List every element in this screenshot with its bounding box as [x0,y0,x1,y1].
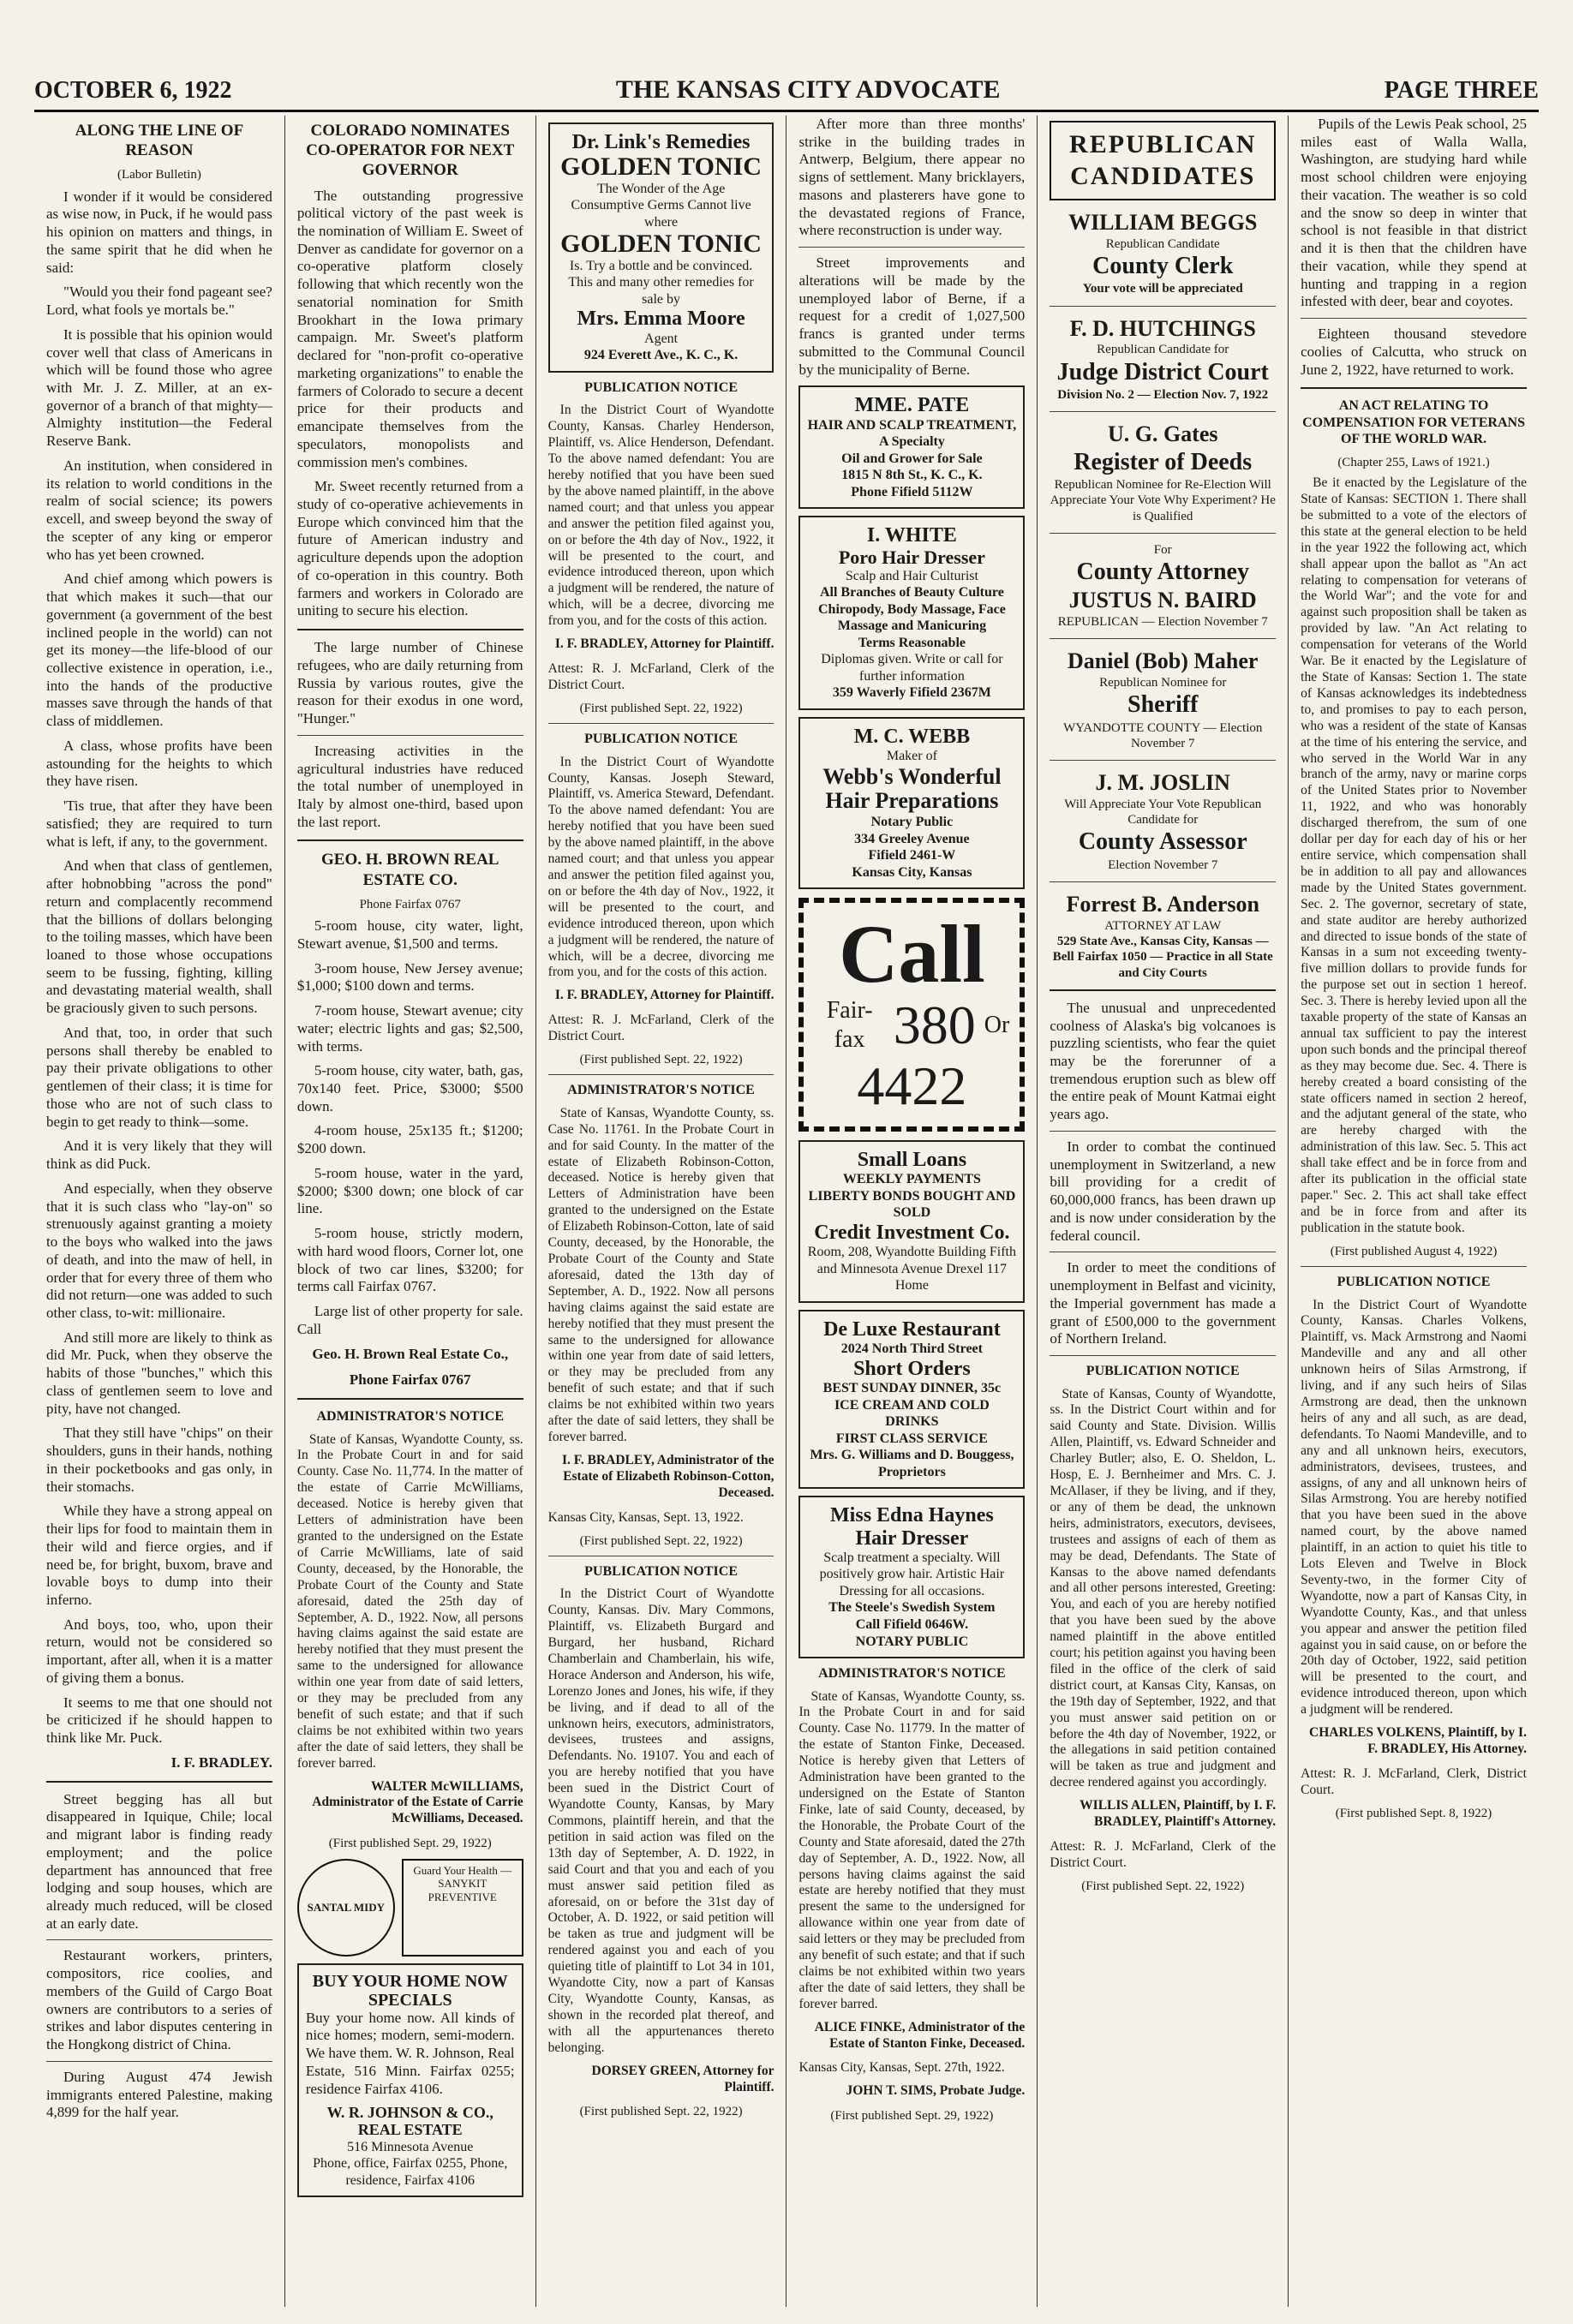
candidate-line: Republican Candidate for [1097,343,1229,357]
call-number-1: 380 [893,995,976,1056]
notice-attest: Attest: R. J. McFarland, Clerk, District Court. [1301,1765,1527,1797]
notice-text: State of Kansas, Wyandotte County, ss. In the Probate Court in and for said County. Case No. 11779. In the matter of the estate of Stanton Finke, Deceased. Notice is hereby given that Letters of Administration have been granted to the undersigned on the Estate of Stanton Finke, late of said County, deceased, by the Honorable, the Probate Court of the County and State aforesaid, dated the 27th day of September, A. D., 1922. Now, all persons having claims against the said estate are hereby notified that they must present the same to the undersigned for allowance within one year from date of said letters or they may be precluded from any benefit of such estate; and that if such claims be not exhibited within two years after the date of said letters, they shall be forever barred. [798,1688,1026,2011]
listing: Large list of other property for sale. Call [296,1303,523,1337]
notice-signature: ALICE FINKE, Administrator of the Estate of Stanton Finke, Deceased. [814,2019,1026,2051]
notice-published: (First published Sept. 22, 1922) [1081,1879,1245,1893]
news-brief: The large number of Chinese refugees, who are daily returning from Russia by various routes, give the reason for their exodus in one word, "Hunger." [296,639,523,727]
article-paragraph: And that, too, in order that such persons shall thereby be enabled to pay their private obligations to other gentlemen of their class; it is time for those who are not of such class to begin to get ready to think—some. [46,1024,272,1130]
listing: 3-room house, New Jersey avenue; $1,000; $100 down and terms. [296,959,523,995]
legal-notice [297,1408,523,1852]
divider [1301,387,1527,389]
act-chapter: (Chapter 255, Laws of 1921.) [1337,455,1490,469]
divider [297,629,523,630]
article-title: COLORADO NOMINATES CO-OPERATOR FOR NEXT GOVERNOR [306,122,515,180]
ad-phone: Phone, office, Fairfax 0255, Phone, residence, Fairfax 4106 [313,2156,508,2188]
notice-signature: I. F. BRADLEY, Attorney for Plaintiff. [554,636,775,652]
ad-firm: W. R. JOHNSON & CO., REAL ESTATE [326,2104,493,2139]
notice-text: In the District Court of Wyandotte County, Kansas. Charley Henderson, Plaintiff, vs. Alice Henderson, Defendant. To the above named defendant: You are hereby notified that you have been sued by the above named plaintiff, in the above named court; and that unless you appear and answer the petition filed against you, on or before the 4th day of Nov., 1922, it will be presented to the court, and evidence introduced thereon, upon which a judgment will be rendered, the nature of which, will be a decree, divorcing me from you, and for the costs of this action. [547,403,775,629]
news-brief: After more than three months' strike in the building trades in Antwerp, Belgium, there appear no signs of settlement. Many bricklayers, masons and plasterers have gone to the devastated regions of France, where reconstruction is under way. [798,116,1026,239]
realty-ad-footer: Geo. H. Brown Real Estate Co., [312,1345,509,1362]
notice-published: (First published Sept. 22, 1922) [579,1053,743,1067]
news-brief: In order to combat the continued unemployment in Switzerland, a new bill providing for a credit of 60,000,000 francs, has been drawn up and is now under consideration by the federal council. [1050,1138,1277,1244]
act-text: Be it enacted by the Legislature of the State of Kansas: SECTION 1. There shall be submitted to a vote of the electors of this state at the general election to be held in the year 1922 the following act, which shall appear upon the ballot as "An act relating to compensation for veterans of the World War"; and the vote for and against such proposition shall be taken as provided by law. "An Act relating to compensation for veterans of the World War. Be it enacted by the Legislature of the State of Kansas: Section 1. The state of Kansas acknowledges its indebtedness to, and promises to pay to each person, who was a resident of the state of Kansas at the time of his entering the service, and who served in the World War in any branch of the army, navy or marine corps of the United States prior to November 11, 1922, and who was honorably discharged therefrom, the sum of one dollar per day for each day of his or her entire service, which compensation shall be in addition to all pay and allowances made by the United States government. Sec. 2. The governor, secretary of state, and state auditor are hereby authorized and directed to issue bonds of the state of Kansas in a sum not exceeding twenty-five million dollars to provide funds for the purpose set out in section 1 hereof. Sec. 3. There is hereby levied upon all the taxable property of the state of Kansas an annual tax sufficient to pay the interest upon such bonds and the principal thereof as they may become due. Sec. 4. There is hereby created a board consisting of the state officers named in section 2 hereof, and the adjutant general of the state, who are hereby charged with the administration of this law. Sec. 5. This act shall take effect and be in force from and after its publication in the official state paper." Sec. 2. This act shall take effect and be in force from and after its publication in the statute book. [1301,475,1527,1235]
column-3 [536,116,787,2307]
divider [1050,1355,1276,1356]
candidate-line: Republican Nominee for [1099,676,1227,690]
notice-text: In the District Court of Wyandotte County, Kansas. Div. Mary Commons, Plaintiff, vs. Elizabeth Burgard and Burgard, her husband, Richard Chamberlain and Chamberlain, his wife, Horace Anderson and Anderson, his wife, Lorenzo Jones and Jones, his wife, if they be living, and if dead to all of the unknown heirs, executors, administrators, devisees, trustees and assigns, Defendants. No. 19107. You and each of you are hereby notified that you have been sued in the District Court of Wyandotte County, Kansas, by Mary Commons, plaintiff herein, and that the petition in said action was filed on the 13th day of September, A. D. 1922, in said Court and that you and each of you must answer said petition filed as aforesaid, on or before the 31st day of October, A. D. 1922, or said petition will be taken as true and judgment will be rendered against you and each of you quieting title of plaintiff to Lot 34 in 101, Wyandotte City, now a part of Kansas City, Wyandotte County, Kansas, as shown in the recorded plat thereof, and with all the appurtenances thereto belonging. [547,1586,775,2055]
ad-line: Poro Hair Dresser [838,546,985,568]
article-paragraph: And especially, when they observe that it is such class who "lay-on" so strenuously against granting a moiety to the boys who walked into the jaws of death, and into the maw of hell, in order that for every three of them who did not return—one was added to such other class, to-wit: millionaire. [46,1180,272,1321]
notice-text: In the District Court of Wyandotte County, Kansas. Joseph Steward, Plaintiff, vs. America Steward, Defendant. To the above named defendant: You are hereby notified that you have been sued by the above named plaintiff, in the above named court; and that unless you appear and answer the petition filed against you, on or before the 4th day of Nov., 1922, it will be presented to the court, and evidence introduced thereon, upon which a judgment will be rendered, the nature of which, will be a decree, divorcing me from you, and for the costs of this action. [547,754,775,980]
candidate-note: Republican Nominee for Re-Election Will Appreciate Your Vote Why Experiment? He is Qualified [1050,478,1276,523]
column-4 [786,116,1038,2307]
candidate-office: Judge District Court [1056,358,1269,385]
candidate-note: REPUBLICAN — Election November 7 [1057,615,1268,630]
act-published: (First published August 4, 1922) [1330,1244,1498,1258]
candidate-name: Daniel (Bob) Maher [1068,648,1259,674]
page-number: PAGE THREE [1384,77,1539,104]
notice-published: (First published Sept. 22, 1922) [579,701,743,715]
ad-line: NOTARY PUBLIC [855,1634,969,1649]
notice-title: ADMINISTRATOR'S NOTICE [818,1666,1006,1682]
candidate-office: County Clerk [1092,253,1234,280]
column-1 [34,116,285,2307]
news-brief: Pupils of the Lewis Peak school, 25 miles east of Walla Walla, Washington, are studying hard while most school children were enjoying their vacation. The weather is so cold and the snow so deep in winter that school is not feasible in that district and it is then that the children have their vacation, while they spend at hunting and trapping in a region infested with deer, bear and coyotes. [1301,116,1527,310]
ad-line: Oil and Grower for Sale [841,451,983,466]
ad-line: 359 Waverly Fifield 2367M [832,685,991,701]
news-brief: In order to meet the conditions of unemployment in Belfast and vicinity, the Imperial government has made a grant of £500,000 to the government of Northern Ireland. [1050,1259,1277,1347]
ad-title: BUY YOUR HOME NOW SPECIALS [312,1971,508,2010]
divider [46,2061,272,2062]
ad-line: 2024 North Third Street [840,1341,983,1357]
ad-line: LIBERTY BONDS BOUGHT AND SOLD [808,1188,1016,1221]
candidate-name: J. M. JOSLIN [1095,770,1230,796]
notice-title: ADMINISTRATOR'S NOTICE [316,1409,505,1425]
candidate-name: JUSTUS N. BAIRD [1068,588,1257,613]
johnson-realty-ad [297,1963,523,2198]
divider [1050,989,1276,991]
ad-line: Mrs. G. Williams and D. Bouggess, Proprietors [810,1448,1014,1479]
ad-line: ICE CREAM AND COLD DRINKS [834,1397,990,1430]
candidate-county-attorney [1050,542,1276,630]
notice-signature: I. F. BRADLEY, Administrator of the Estate of Elizabeth Robinson-Cotton, Deceased. [562,1452,775,1500]
article-paragraph: While they have a strong appeal on their lips for food to maintain them in their wild and fierce orgies, and if need be, for bright, buxom, brave and lovable boys to dump into their inferno. [46,1503,272,1608]
notice-signature: WALTER McWILLIAMS, Administrator of the Estate of Carrie McWilliams, Deceased. [312,1778,523,1826]
notice-text: State of Kansas, County of Wyandotte, ss. In the District Court within and for said County and State. Division. Willis Allen, Plaintiff, vs. Edward Schneider and Charley Butler; also, E. O. Sheldon, L. Hosp, E. J. Bernheimer and Mrs. C. J. McAllaser, if they be living, and if they, or any of them be dead, the unknown heirs, administrators, executors, devisees, trustees and assigns of each of them as may be dead, Defendants. The State of Kansas to the above named defendants and all other persons interested, Greeting: You, and each of you are hereby notified that you have been sued by the above named plaintiff in the above entitled court; his petition against you having been filed in the office of the clerk of said district court, at Kansas City, Kansas, on the 19th day of September, 1922, and that you must answer said petition on or before the 4th day of November, 1922, or the allegations in said petition contained will be taken as true and judgment and decree rendered against you accordingly. [1050,1386,1277,1790]
article-paragraph: It is possible that his opinion would cover well that class of Americans in which will be found those who agree with Mr. J. Z. Miller, at an ex-governor of a branch of that mighty—Almighty institution—the Federal Reserve Bank. [46,326,272,450]
ad-line: 1815 N 8th St., K. C., K. [841,468,983,483]
news-brief: Street improvements and alterations will be made by the unemployed labor of Berne, if a request for a credit of 1,027,500 francs is granted under terms submitted to the Communal Council by the municipality of Berne. [798,254,1026,378]
ad-line: Webb's Wonderful Hair Preparations [822,763,1002,814]
ad-line: The Wonder of the Age [596,181,726,196]
candidate-note: Division No. 2 — Election Nov. 7, 1922 [1057,387,1269,402]
divider [1050,638,1276,639]
ad-line: De Luxe Restaurant [823,1317,1001,1341]
column-6 [1289,116,1539,2307]
ad-line: Scalp and Hair Culturist [845,568,978,583]
listing: 5-room house, city water, bath, gas, 70x140 feet. Price, $3000; $500 down. [296,1062,523,1114]
divider [46,1781,272,1783]
medicine-ads [297,1859,523,1957]
ad-line: MME. PATE [854,394,970,417]
ad-line: The Steele's Swedish System [828,1600,996,1616]
ad-line: Notary Public [870,815,954,830]
ad-line: Fifield 2461-W [868,848,956,863]
attorney-name: Forrest B. Anderson [1066,891,1260,917]
ad-line: WEEKLY PAYMENTS [842,1172,981,1187]
article-paragraph: 'Tis true, that after they have been satisfied; they are required to turn what is left, if any, to the government. [46,798,272,850]
legal-notice [798,1665,1025,2124]
article-paragraph: "Would you their fond pageant see? Lord, what fools ye mortals be." [46,284,272,319]
candidate-name: F. D. HUTCHINGS [1069,315,1256,341]
divider [1050,760,1276,761]
article-title: ALONG THE LINE OF REASON [75,122,244,160]
realty-ad-footer-phone: Phone Fairfax 0767 [349,1371,471,1389]
candidate-sheriff [1050,648,1276,751]
candidate-office: County Assessor [1078,828,1247,856]
article-signature: I. F. BRADLEY. [170,1753,272,1771]
ad-line: All Branches of Beauty Culture Chiropody, Body Massage, Face Massage and Manicuring [817,585,1006,634]
haynes-ad [798,1496,1025,1658]
call-word: Call [839,908,985,1001]
notice-attest: Kansas City, Kansas, Sept. 13, 1922. [547,1509,744,1525]
divider [1301,1266,1527,1267]
article-paragraph: The outstanding progressive political victory of the past week is the nomination of William E. Sweet of Denver as candidate for governor on a co-operative platform closely following that which recently won the senatorial nomination for Smith Brookhart in the Iowa primary campaign. Mr. Sweet's platform declared for "non-profit co-operative marketing organizations" to enable the farmers of Colorado to secure a decent price for their products and emancipate themselves from the speculators, monopolists and commission men's combines. [296,187,523,470]
notice-title: PUBLICATION NOTICE [1086,1364,1240,1379]
listing: 5-room house, strictly modern, with hard wood floors, Corner lot, one block of two car lines, $3200; for terms call Fairfax 0767. [296,1225,523,1295]
golden-tonic-ad [548,122,775,373]
article-paragraph: And chief among which powers is that which makes it such—that our government (a government of the best inclined people in the world) can not get its money—the life-blood of our collective existence in operation, i.e., into the hands of the productive masses save through the hands of that class of middlemen. [46,571,272,730]
news-brief: Street begging has all but disappeared in Iquique, Chile; local and migrant labor is finding ready employment; and the police department has announced that free lodging and soup houses, which are already much reduced, will be closed at an early date. [46,1790,272,1932]
white-ad [798,516,1025,710]
news-brief: During August 474 Jewish immigrants entered Palestine, making 4,899 for the half year. [46,2068,272,2121]
candidate-line: Will Appreciate Your Vote Republican Candidate for [1064,797,1262,827]
call-number-2: 4422 [857,1054,967,1116]
candidate-name: U. G. Gates [1107,421,1218,447]
article-paragraph: Mr. Sweet recently returned from a study of co-operative achievements in Europe which convinced him that the future of American industry and agriculture depends upon the adoption of co-operation in this country. Both farmers and workers in Colorado are uniting to secure his election. [296,478,523,619]
candidate-note: Your vote will be appreciated [1082,282,1243,296]
call-phone-ad [798,898,1025,1132]
legal-notice [548,379,775,716]
issue-date: OCTOBER 6, 1922 [34,77,232,104]
notice-published: (First published Sept. 22, 1922) [579,2105,743,2119]
candidates-header: REPUBLICAN CANDIDATES [1050,121,1276,200]
call-or: Or [984,1012,1010,1039]
notice-text: In the District Court of Wyandotte County, Kansas. Charles Volkens, Plaintiff, vs. Mack Armstrong and Naomi Mandeville and any and all other unknown heirs of Silas Armstrong, if living, and if any such heirs of Silas Armstrong are dead, then the unknown heirs of any and all such, as are dead, defendants. To Naomi Mandeville, and to any and all unknown heirs, executors, administrators, devisees, trustees, and assigns, of any and all unknown heirs of Silas Armstrong. You are hereby notified that you have been sued in the above named court, by the above named plaintiff, in an action to quiet his title to Lots Eleven and Twelve in Block Seventy-two, in the former City of Wyandotte, now a part of Kansas City, in Wyandotte County, Kas., and that unless you appear and answer the petition filed against you in said cause, on or before the 20th day of October, 1922, said petition will be presented to the court, and evidence introduced thereon, upon which a judgment will be rendered. [1301,1297,1527,1718]
ad-line: Room, 208, Wyandotte Building Fifth and Minnesota Avenue Drexel 117 Home [807,1245,1016,1293]
attorney-note: 529 State Ave., Kansas City, Kansas — Bell Fairfax 1050 — Practice in all State and City Courts [1052,934,1273,980]
notice-signature: CHARLES VOLKENS, Plaintiff, by I. F. BRADLEY, His Attorney. [1309,1725,1527,1756]
realty-ad-title: GEO. H. BROWN REAL ESTATE CO. [321,851,499,889]
masthead [34,60,1539,112]
notice-attest: Attest: R. J. McFarland, Clerk of the District Court. [547,1013,775,1044]
article-paragraph: That they still have "chips" on their shoulders, guns in their hands, nothing in their pocketbooks and gas only, in their stomachs. [46,1425,272,1495]
article-source: (Labor Bulletin) [117,168,201,182]
ad-line: Diplomas given. Write or call for further information [821,652,1003,684]
notice-title: PUBLICATION NOTICE [584,379,738,395]
ad-line: HAIR AND SCALP TREATMENT, A Specialty [807,417,1017,450]
article-paragraph: A class, whose profits have been astounding for the heights to which they have risen. [46,737,272,790]
call-numbers [814,995,1009,1055]
deluxe-restaurant-ad [798,1310,1025,1489]
news-brief: Eighteen thousand stevedore coolies of Calcutta, who struck on June 2, 1922, have returned to work. [1301,326,1527,378]
article-paragraph: I wonder if it would be considered as wise now, in Puck, if he would pass his opinion on matters and things, in the same spirit that he did when he said: [46,188,272,276]
act-title: AN ACT RELATING TO COMPENSATION FOR VETERANS OF THE WORLD WAR. [1302,398,1525,447]
candidate-line: Republican Candidate [1105,236,1220,251]
divider [1050,881,1276,882]
ad-line: Dr. Link's Remedies [571,131,751,153]
divider [1301,318,1527,319]
ad-line: Call Fifield 0646W. [855,1617,969,1632]
divider [297,735,523,736]
news-brief: Restaurant workers, printers, compositors, rice coolies, and members of the Guild of Cargo Boat owners are contributors to a series of strikes and labor disputes centering in the Hongkong district of China. [46,1947,272,2053]
notice-text: State of Kansas, Wyandotte County, ss. Case No. 11761. In the Probate Court in and for said County. In the matter of the estate of Elizabeth Robinson-Cotton, deceased. Notice is hereby given that Letters of Administration have been granted to the undersigned on the Estate of Elizabeth Robinson-Cotton, late of said County, deceased, by the Honorable, the Probate Court of the County and State aforesaid, dated the 13th day of September, A. D., 1922. Now all persons having claims against the said estate are hereby notified that they must present the same to the undersigned for allowance within one year from date of said letters, or they may be precluded from any benefit of such estate; and that if such claims be not exhibited within two years after the date of said letters, they shall be forever barred. [547,1105,775,1444]
ad-line: 334 Greeley Avenue [854,831,970,846]
candidate-judge [1050,315,1276,403]
article-paragraph: It seems to me that one should not be criticized if he should happen to think like Mr. Puck. [46,1694,272,1747]
notice-published: (First published Sept. 22, 1922) [579,1533,743,1548]
listing: 7-room house, Stewart avenue; city water; electric lights and gas; $2,500, with terms. [296,1002,523,1054]
ad-text: Buy your home now. All kinds of nice homes; modern, semi-modern. We have them. W. R. Johnson, Real Estate, 516 Minn. Fairfax 0255; residence Fairfax 4106. [305,2009,515,2097]
ad-line: 924 Everett Ave., K. C., K. [583,348,739,363]
candidate-note: Election November 7 [1108,857,1218,872]
divider [1050,533,1276,534]
candidate-office: County Attorney [1076,559,1249,586]
notice-title: PUBLICATION NOTICE [584,732,738,747]
candidate-assessor [1050,769,1276,873]
legal-notice [548,1563,775,2120]
notice-signature: DORSEY GREEN, Attorney for Plaintiff. [591,2063,775,2094]
legal-notice [548,731,775,1067]
news-brief: Increasing activities in the agricultural industries have reduced the total number of unemployed in Italy by almost one-third, based upon the last report. [296,742,523,830]
ad-line: Credit Investment Co. [814,1221,1010,1244]
notice-published: (First published Sept. 8, 1922) [1335,1806,1492,1820]
candidate-register [1050,421,1276,524]
divider [46,1939,272,1940]
divider [297,1398,523,1400]
attorney-ad [1050,891,1276,981]
article-paragraph: And when that class of gentlemen, after hobnobbing "across the pond" return and complacently recommend that the billions of dollars belonging to the toiling masses, which have been loaned to those whose occupations seem to be fussing, fighting, killing and devastating material wealth, shall be graciously given to such persons. [46,857,272,1017]
divider [297,839,523,841]
ad-line: Phone Fifield 5112W [851,484,973,499]
notice-title: PUBLICATION NOTICE [584,1563,738,1579]
legislative-act [1301,397,1527,1259]
ad-line: I. WHITE [866,524,957,547]
divider [548,723,775,724]
call-exchange: Fair-fax [826,997,873,1054]
notice-signature: I. F. BRADLEY, Attorney for Plaintiff. [554,988,775,1003]
legal-notice [1050,1363,1276,1894]
ad-line: Terms Reasonable [858,635,966,650]
divider [548,1074,775,1075]
pate-ad [798,385,1025,509]
ad-line: Short Orders [853,1357,971,1380]
listing: 5-room house, water in the yard, $2000; $300 down; one block of car line. [296,1164,523,1217]
candidate-line: For [1153,542,1172,557]
column-2 [285,116,536,2307]
sanykit-ad: Guard Your Health — SANYKIT PREVENTIVE [402,1859,523,1957]
listing: 5-room house, city water, light, Stewart avenue, $1,500 and terms. [296,917,523,952]
notice-attest: Kansas City, Kansas, Sept. 27th, 1922. [798,2060,1005,2076]
ad-line: GOLDEN TONIC [560,230,762,259]
notice-title: ADMINISTRATOR'S NOTICE [567,1083,755,1098]
notice-attest: Attest: R. J. McFarland, Clerk of the District Court. [547,661,775,692]
candidate-note: WYANDOTTE COUNTY — Election November 7 [1063,720,1263,750]
ad-line: Maker of [886,749,937,764]
notice-attest: Attest: R. J. McFarland, Clerk of the District Court. [1050,1839,1277,1870]
ad-line: M. C. WEBB [853,725,971,748]
notice-judge: JOHN T. SIMS, Probate Judge. [846,2083,1026,2099]
candidate-office: Register of Deeds [1074,448,1253,475]
ad-address: 516 Minnesota Avenue [347,2139,474,2154]
ad-line: Kansas City, Kansas [852,864,972,880]
article-paragraph: An institution, when considered in its relation to world conditions in the realm of social science; its powers excell, and sweep beyond the sway of the scepter of any king or emperor who has yet been crowned. [46,457,272,563]
santal-midy-logo: SANTAL MIDY [297,1859,395,1957]
article-paragraph: And it is very likely that they will think as did Puck. [46,1138,272,1173]
columns [34,116,1539,2307]
webb-ad [798,717,1025,889]
attorney-line: ATTORNEY AT LAW [1104,918,1222,933]
notice-signature: WILLIS ALLEN, Plaintiff, by I. F. BRADLEY, Plaintiff's Attorney. [1080,1798,1277,1830]
ad-line: FIRST CLASS SERVICE [835,1431,988,1446]
notice-published: (First published Sept. 29, 1922) [830,2109,994,2124]
newspaper-title: THE KANSAS CITY ADVOCATE [615,75,1001,104]
ad-line: Mrs. Emma Moore [577,308,745,331]
article-paragraph: And boys, too, who, upon their return, would not be considered so important, after all, when it is a matter of giving them a bonus. [46,1616,272,1686]
ad-line: Scalp treatment a specialty. Will positively grow hair. Artistic Hair Dressing for all occasions. [819,1550,1005,1598]
candidate-county-clerk [1050,209,1276,296]
article-paragraph: And still more are likely to think as did Mr. Puck, when they observe the habits of those "bunches," which this class of gentlemen seem to love and pity, have not changed. [46,1329,272,1417]
divider [798,247,1025,248]
listing: 4-room house, 25x135 ft.; $1200; $200 down. [296,1122,523,1157]
ad-line: Hair Dresser [855,1526,969,1550]
divider [1050,1131,1276,1132]
ad-line: Consumptive Germs Cannot live where [571,198,751,230]
notice-text: State of Kansas, Wyandotte County, ss. In the Probate Court in and for said County. Case No. 11,774. In the matter of the estate of Carrie McWilliams, deceased. Notice is hereby given that Letters of administration have been granted to the undersigned on the Estate of Carrie McWilliams, late of said County, deceased, by the Honorable, the Probate Court of the County and State aforesaid, dated the 25th day of September, A. D., 1922. Now, all persons having claims against the said estate are hereby notified that they must present the same to the undersigned for allowance within one year from date of said letters, or they may be precluded from any benefit of such estate; and that if such claims be not exhibited within two years after the date of said letters, they shall be forever barred. [296,1431,523,1771]
ad-line: GOLDEN TONIC [560,152,762,182]
ad-line: Agent [644,331,679,346]
notice-title: PUBLICATION NOTICE [1337,1275,1491,1290]
divider [1050,306,1276,307]
news-brief: The unusual and unprecedented coolness of Alaska's big volcanoes is puzzling scientists, who fear the quiet may be the forerunner of a tremendous eruption such as blew off the entire peak of Mount Katmai eight years ago. [1050,999,1277,1123]
ad-line: Is. Try a bottle and be convinced. This and many other remedies for sale by [568,258,754,307]
ad-line: Miss Edna Haynes [830,1504,994,1527]
divider [1050,411,1276,412]
realty-ad-phone: Phone Fairfax 0767 [359,897,461,911]
ad-line: Small Loans [857,1148,967,1171]
ad-line: BEST SUNDAY DINNER, 35c [822,1381,1002,1396]
candidate-office: Sheriff [1127,691,1199,719]
notice-published: (First published Sept. 29, 1922) [328,1837,492,1851]
legal-notice [1301,1274,1527,1821]
loans-ad [798,1140,1025,1303]
candidate-name: WILLIAM BEGGS [1068,210,1258,236]
column-5 [1038,116,1289,2307]
legal-notice [548,1082,775,1548]
